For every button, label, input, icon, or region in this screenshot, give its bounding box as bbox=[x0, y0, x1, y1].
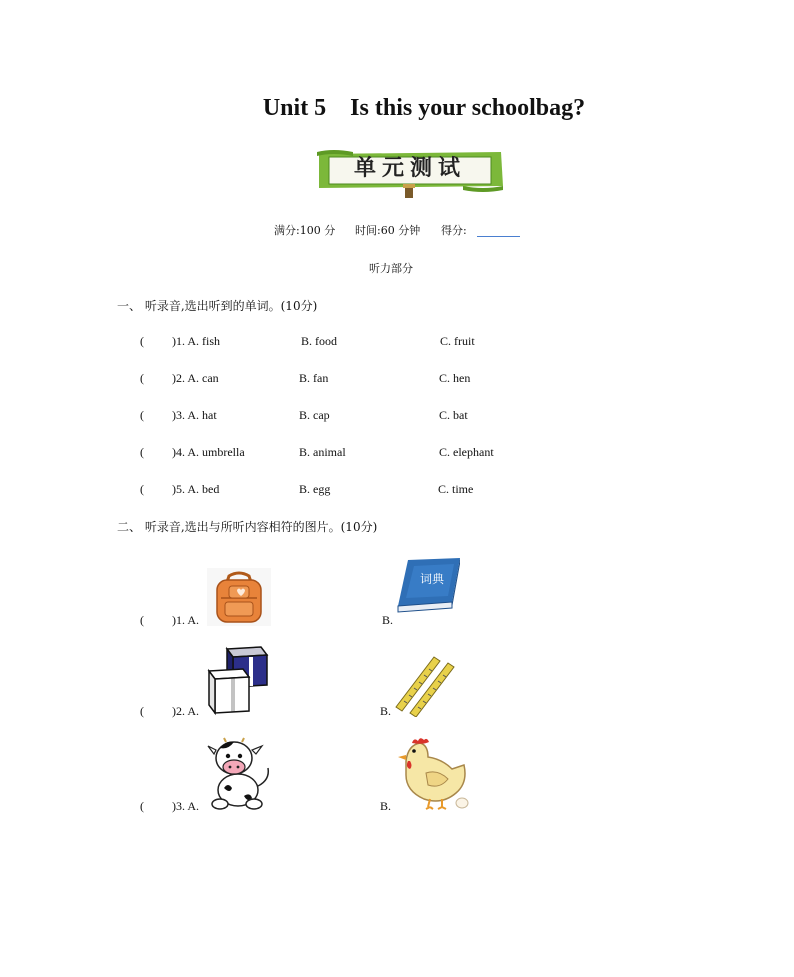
option-b: B. food bbox=[301, 334, 337, 348]
answer-paren[interactable]: ( bbox=[140, 704, 144, 718]
option-a: )2. A. bbox=[172, 704, 199, 718]
option-a: )3. A. hat bbox=[172, 408, 217, 422]
time-limit: 时间:60 分钟 bbox=[355, 224, 421, 237]
option-b: B. egg bbox=[299, 482, 331, 496]
answer-paren[interactable]: ( bbox=[140, 371, 144, 385]
part1-heading: 一、 听录音,选出听到的单词。(10分) bbox=[117, 299, 318, 313]
part2-heading: 二、 听录音,选出与所听内容相符的图片。(10分) bbox=[117, 520, 378, 534]
answer-paren[interactable]: ( bbox=[140, 408, 144, 422]
hen-icon[interactable] bbox=[398, 735, 472, 811]
option-a: )5. A. bed bbox=[172, 482, 220, 496]
option-b: B. bbox=[380, 799, 392, 813]
score-label: 得分: bbox=[441, 224, 467, 237]
ruler-icon[interactable] bbox=[394, 655, 456, 717]
option-b: B. bbox=[380, 704, 392, 718]
option-c: C. fruit bbox=[440, 334, 475, 348]
option-b: B. cap bbox=[299, 408, 330, 422]
option-a: )1. A. fish bbox=[172, 334, 220, 348]
full-score: 满分:100 分 bbox=[274, 224, 336, 237]
answer-paren[interactable]: ( bbox=[140, 334, 144, 348]
schoolbag-icon[interactable] bbox=[207, 568, 271, 626]
answer-paren[interactable]: ( bbox=[140, 445, 144, 459]
cow-icon[interactable] bbox=[206, 736, 274, 812]
option-a: )4. A. umbrella bbox=[172, 445, 245, 459]
option-c: C. hen bbox=[439, 371, 471, 385]
answer-paren[interactable]: ( bbox=[140, 613, 144, 627]
option-a: )3. A. bbox=[172, 799, 199, 813]
section-header: 听力部分 bbox=[369, 262, 413, 275]
option-c: C. bat bbox=[439, 408, 468, 422]
page-title: Unit 5 Is this your schoolbag? bbox=[262, 95, 586, 121]
answer-paren[interactable]: ( bbox=[140, 482, 144, 496]
option-b: B. bbox=[382, 613, 394, 627]
dictionary-icon[interactable] bbox=[394, 556, 464, 616]
option-c: C. elephant bbox=[439, 445, 494, 459]
score-blank[interactable] bbox=[477, 236, 520, 237]
eraser-icon[interactable] bbox=[205, 645, 269, 717]
banner-label: 单元测试 bbox=[353, 156, 466, 181]
option-b: B. animal bbox=[299, 445, 346, 459]
option-c: C. time bbox=[438, 482, 474, 496]
option-a: )2. A. can bbox=[172, 371, 219, 385]
option-a: )1. A. bbox=[172, 613, 199, 627]
book-title: 词典 bbox=[419, 572, 445, 586]
answer-paren[interactable]: ( bbox=[140, 799, 144, 813]
option-b: B. fan bbox=[299, 371, 329, 385]
